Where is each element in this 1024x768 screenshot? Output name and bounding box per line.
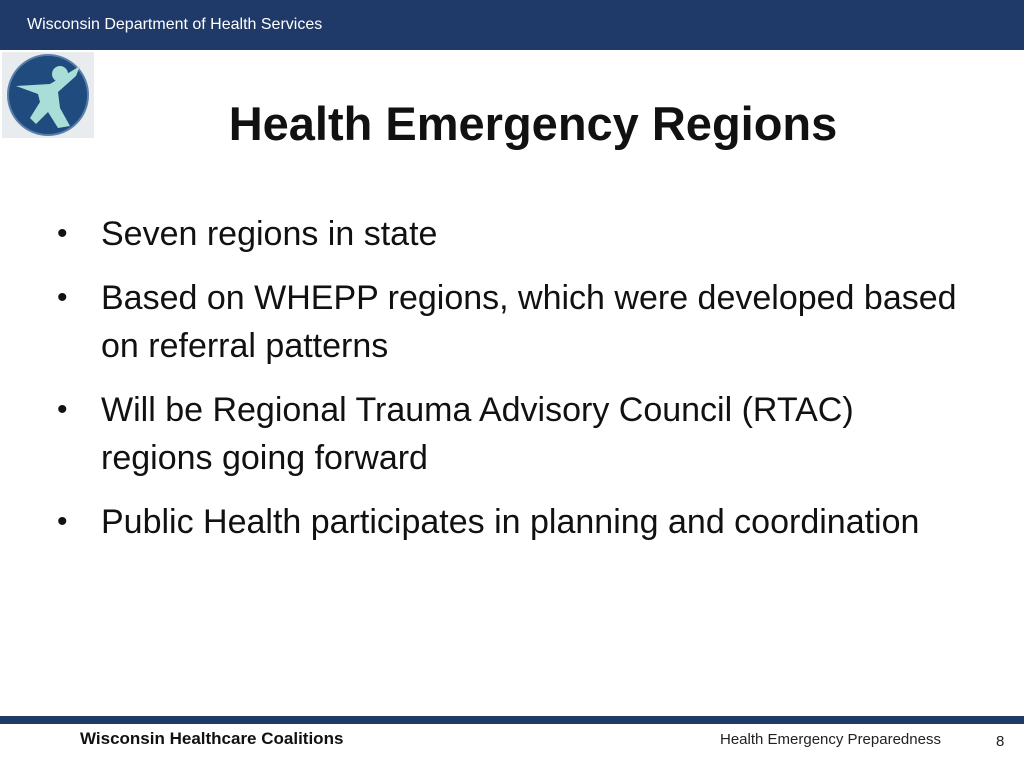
footer-coalitions-label: Wisconsin Healthcare Coalitions	[80, 729, 344, 748]
bullet-item	[57, 498, 957, 546]
bullet-icon: •	[57, 217, 68, 250]
bullet-item	[57, 274, 957, 370]
bullet-icon: •	[57, 505, 68, 538]
footer-program-label: Health Emergency Preparedness	[720, 731, 941, 748]
bullet-icon: •	[57, 393, 68, 426]
bullet-text: Based on WHEPP regions, which were developed based on referral patterns	[101, 279, 957, 365]
organization-name: Wisconsin Department of Health Services	[27, 16, 323, 33]
footer-divider	[0, 716, 1024, 724]
bullet-icon: •	[57, 281, 68, 314]
bullet-text: Public Health participates in planning and coordination	[101, 503, 920, 541]
page-number: 8	[996, 733, 1005, 750]
bullet-list	[57, 210, 957, 562]
bullet-item	[57, 210, 957, 258]
top-banner	[0, 0, 1024, 50]
bullet-text: Seven regions in state	[101, 215, 438, 253]
slide-title: Health Emergency Regions	[228, 97, 838, 150]
bullet-item	[57, 386, 957, 482]
bullet-text: Will be Regional Trauma Advisory Council (RTAC) regions going forward	[101, 391, 854, 477]
